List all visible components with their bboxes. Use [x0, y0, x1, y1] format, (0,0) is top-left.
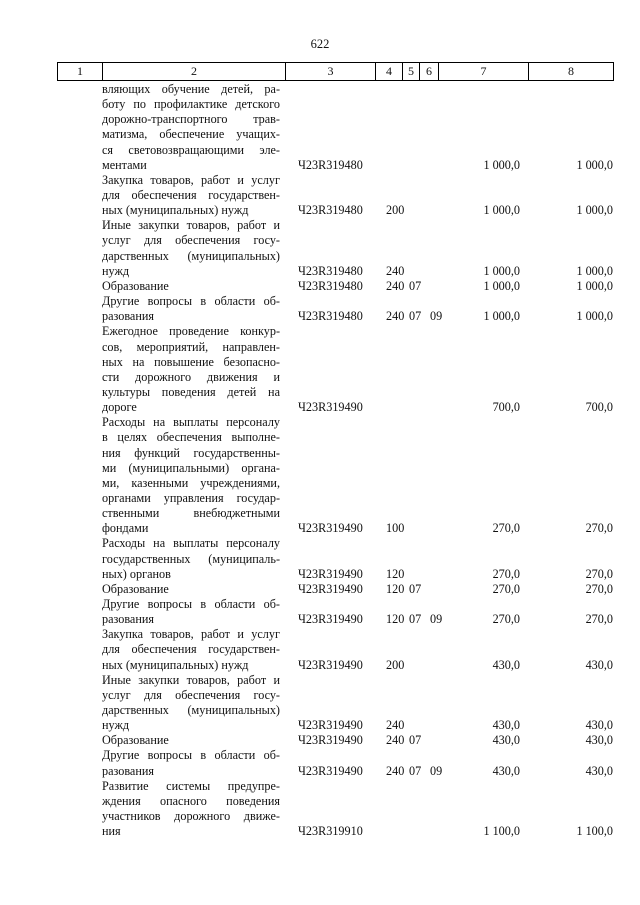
row-section: 07	[409, 612, 422, 627]
header-col-7: 7	[438, 63, 528, 80]
description-line: ных (муниципальных) нужд	[102, 657, 249, 672]
description-line: в целях обеспечения выполне-	[102, 430, 280, 445]
row-amount-col8: 270,0	[585, 581, 613, 596]
row-amount-col7: 270,0	[492, 612, 520, 627]
header-col-2: 2	[102, 63, 285, 80]
row-amount-col8: 1 000,0	[576, 263, 613, 278]
description-line: сов, мероприятий, направлен-	[102, 339, 280, 354]
row-description	[102, 597, 280, 627]
description-line: разования	[102, 309, 154, 324]
row-description	[102, 673, 280, 734]
row-description	[102, 627, 280, 672]
row-target-code: Ч23R319490	[298, 657, 363, 672]
row-expense-type: 240	[386, 309, 405, 324]
description-line: ния функций государственны-	[102, 445, 280, 460]
header-col-1: 1	[57, 63, 102, 80]
row-expense-type: 240	[386, 733, 405, 748]
description-line: ных (муниципальных) нужд	[102, 203, 249, 218]
table-row	[0, 324, 640, 415]
description-line: разования	[102, 612, 154, 627]
description-line: для обеспечения государствен-	[102, 642, 280, 657]
row-amount-col8: 1 100,0	[576, 824, 613, 839]
description-line: ных) органов	[102, 566, 171, 581]
table-body	[0, 82, 640, 839]
row-amount-col7: 430,0	[492, 763, 520, 778]
row-section: 07	[409, 733, 422, 748]
row-expense-type: 240	[386, 263, 405, 278]
row-amount-col8: 1 000,0	[576, 309, 613, 324]
row-expense-type: 240	[386, 718, 405, 733]
row-description	[102, 415, 280, 536]
row-section: 07	[409, 309, 422, 324]
row-amount-col8: 700,0	[585, 400, 613, 415]
row-target-code: Ч23R319910	[298, 824, 363, 839]
row-expense-type: 120	[386, 581, 405, 596]
row-target-code: Ч23R319480	[298, 309, 363, 324]
row-target-code: Ч23R319490	[298, 400, 363, 415]
row-target-code: Ч23R319480	[298, 278, 363, 293]
description-line: услуг для обеспечения госу-	[102, 687, 280, 702]
description-line: Образование	[102, 278, 169, 293]
row-amount-col7: 1 100,0	[483, 824, 520, 839]
description-line: нужд	[102, 263, 130, 278]
table-row	[0, 294, 640, 324]
row-subsection: 09	[430, 612, 443, 627]
description-line: матизма, обеспечение учащих-	[102, 127, 280, 142]
row-description	[102, 279, 280, 294]
description-line: Развитие системы предупре-	[102, 778, 280, 793]
description-line: Расходы на выплаты персоналу	[102, 415, 280, 430]
table-header	[57, 62, 614, 81]
description-line: Другие вопросы в области об-	[102, 748, 280, 763]
row-section: 07	[409, 763, 422, 778]
row-description	[102, 173, 280, 218]
description-line: культуры поведения детей на	[102, 384, 280, 399]
row-target-code: Ч23R319490	[298, 612, 363, 627]
row-amount-col7: 1 000,0	[483, 263, 520, 278]
row-expense-type: 240	[386, 278, 405, 293]
row-description	[102, 733, 280, 748]
table-row	[0, 582, 640, 597]
row-amount-col7: 430,0	[492, 718, 520, 733]
row-amount-col7: 270,0	[492, 581, 520, 596]
row-amount-col7: 1 000,0	[483, 157, 520, 172]
row-amount-col8: 270,0	[585, 521, 613, 536]
description-line: государственных (муниципаль-	[102, 551, 280, 566]
row-target-code: Ч23R319490	[298, 566, 363, 581]
header-col-3: 3	[285, 63, 375, 80]
row-amount-col7: 1 000,0	[483, 203, 520, 218]
table-row	[0, 415, 640, 536]
description-line: боту по профилактике детского	[102, 97, 280, 112]
row-amount-col7: 270,0	[492, 521, 520, 536]
header-col-6: 6	[419, 63, 438, 80]
description-line: Иные закупки товаров, работ и	[102, 672, 280, 687]
row-target-code: Ч23R319490	[298, 581, 363, 596]
description-line: для обеспечения государствен-	[102, 188, 280, 203]
row-amount-col8: 270,0	[585, 612, 613, 627]
row-expense-type: 240	[386, 763, 405, 778]
table-row	[0, 733, 640, 748]
description-line: ных на повышение безопасно-	[102, 354, 280, 369]
description-line: сти дорожного движения и	[102, 369, 280, 384]
row-expense-type: 120	[386, 566, 405, 581]
row-amount-col7: 1 000,0	[483, 309, 520, 324]
row-section: 07	[409, 581, 422, 596]
description-line: Закупка товаров, работ и услуг	[102, 627, 280, 642]
row-description	[102, 324, 280, 415]
description-line: разования	[102, 763, 154, 778]
row-amount-col8: 270,0	[585, 566, 613, 581]
table-row	[0, 673, 640, 734]
description-line: вляющих обучение детей, ра-	[102, 82, 280, 96]
page-number: 622	[310, 37, 330, 51]
header-col-5: 5	[402, 63, 419, 80]
row-amount-col8: 1 000,0	[576, 278, 613, 293]
header-col-4: 4	[375, 63, 402, 80]
row-description	[102, 536, 280, 581]
table-row	[0, 82, 640, 173]
description-line: Ежегодное проведение конкур-	[102, 324, 280, 339]
row-description	[102, 82, 280, 173]
row-target-code: Ч23R319480	[298, 263, 363, 278]
table-row	[0, 748, 640, 778]
row-amount-col7: 430,0	[492, 657, 520, 672]
description-line: Закупка товаров, работ и услуг	[102, 172, 280, 187]
row-target-code: Ч23R319480	[298, 203, 363, 218]
row-target-code: Ч23R319480	[298, 157, 363, 172]
description-line: участников дорожного движе-	[102, 809, 280, 824]
row-target-code: Ч23R319490	[298, 733, 363, 748]
row-amount-col7: 700,0	[492, 400, 520, 415]
table-row	[0, 627, 640, 672]
description-line: ственными внебюджетными	[102, 506, 280, 521]
row-description	[102, 748, 280, 778]
row-amount-col7: 430,0	[492, 733, 520, 748]
description-line: дарственных (муниципальных)	[102, 248, 280, 263]
description-line: фондами	[102, 521, 149, 536]
row-description	[102, 582, 280, 597]
row-amount-col8: 430,0	[585, 718, 613, 733]
description-line: Другие вопросы в области об-	[102, 294, 280, 309]
row-amount-col8: 430,0	[585, 763, 613, 778]
row-section: 07	[409, 278, 422, 293]
row-amount-col8: 430,0	[585, 733, 613, 748]
row-expense-type: 200	[386, 657, 405, 672]
description-line: нужд	[102, 718, 130, 733]
row-subsection: 09	[430, 763, 443, 778]
description-line: ментами	[102, 157, 147, 172]
description-line: Иные закупки товаров, работ и	[102, 218, 280, 233]
description-line: ми (муниципальными) органа-	[102, 460, 280, 475]
row-target-code: Ч23R319490	[298, 521, 363, 536]
description-line: ся световозвращающими эле-	[102, 142, 280, 157]
row-amount-col8: 1 000,0	[576, 157, 613, 172]
description-line: дорожно-транспортного трав-	[102, 112, 280, 127]
row-subsection: 09	[430, 309, 443, 324]
row-amount-col7: 270,0	[492, 566, 520, 581]
description-line: Другие вопросы в области об-	[102, 597, 280, 612]
table-row	[0, 173, 640, 218]
row-amount-col7: 1 000,0	[483, 278, 520, 293]
description-line: органами управления государ-	[102, 491, 280, 506]
description-line: дарственных (муниципальных)	[102, 703, 280, 718]
header-col-8: 8	[528, 63, 614, 80]
description-line: ми, казенными учреждениями,	[102, 475, 280, 490]
row-amount-col8: 430,0	[585, 657, 613, 672]
table-row	[0, 279, 640, 294]
description-line: ния	[102, 824, 121, 839]
row-expense-type: 200	[386, 203, 405, 218]
description-line: ждения опасного поведения	[102, 793, 280, 808]
description-line: дороге	[102, 400, 137, 415]
table-row	[0, 536, 640, 581]
description-line: Образование	[102, 581, 169, 596]
description-line: Образование	[102, 733, 169, 748]
description-line: Расходы на выплаты персоналу	[102, 536, 280, 551]
row-description	[102, 779, 280, 840]
table-row	[0, 779, 640, 840]
row-amount-col8: 1 000,0	[576, 203, 613, 218]
table-row	[0, 597, 640, 627]
row-target-code: Ч23R319490	[298, 718, 363, 733]
row-expense-type: 120	[386, 612, 405, 627]
row-target-code: Ч23R319490	[298, 763, 363, 778]
row-description	[102, 294, 280, 324]
row-description	[102, 218, 280, 279]
row-expense-type: 100	[386, 521, 405, 536]
description-line: услуг для обеспечения госу-	[102, 233, 280, 248]
table-row	[0, 218, 640, 279]
